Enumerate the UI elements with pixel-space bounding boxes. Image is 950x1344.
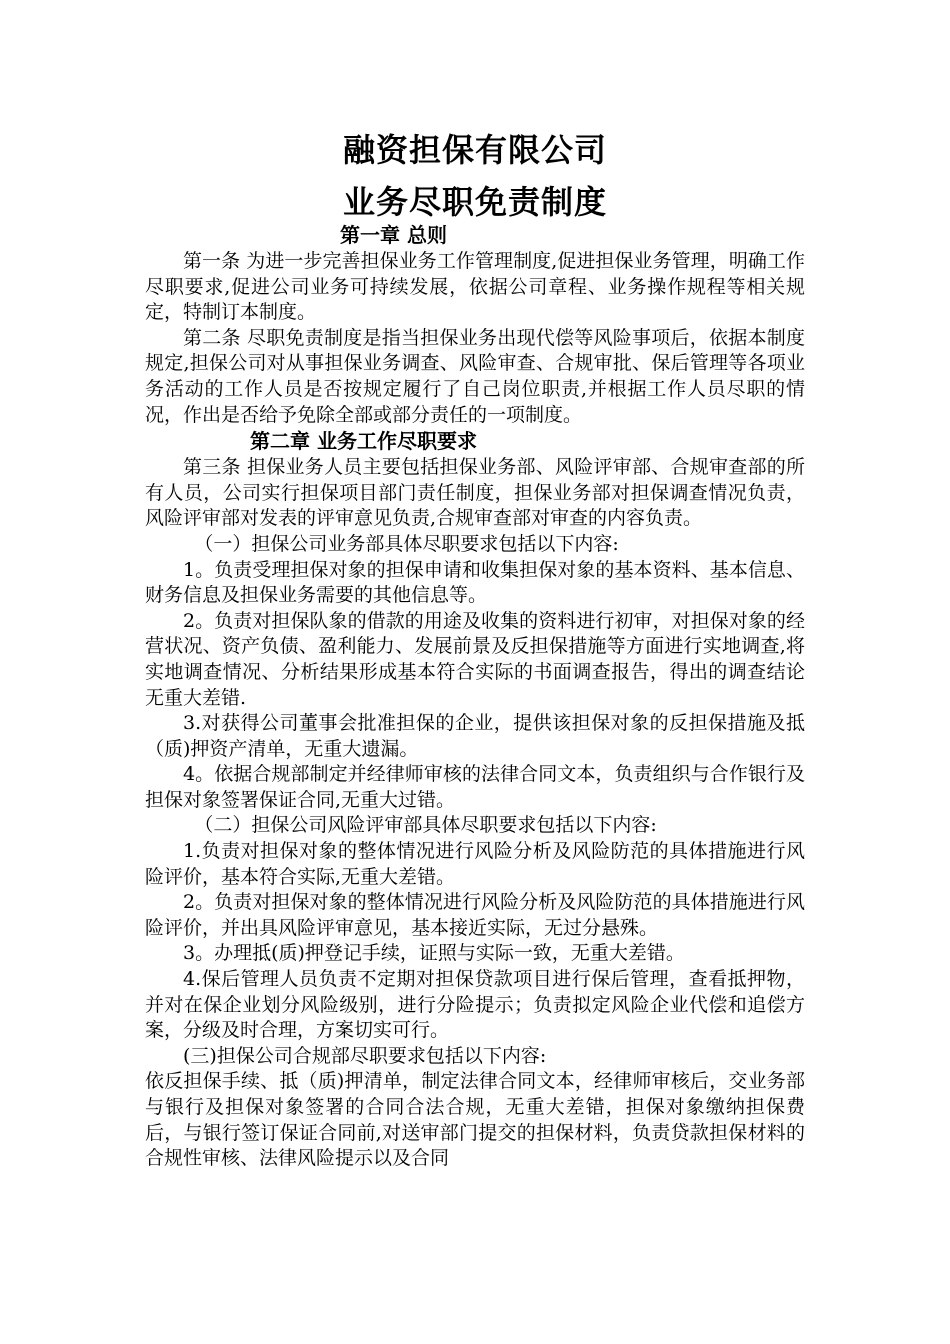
section-2-item-2: 2。负责对担保对象的整体情况进行风险分析及风险防范的具体措施进行风险评价，并出具风险评审意见，基本接近实际，无过分悬殊。 xyxy=(145,891,805,939)
section-3-heading: (三)担保公司合规部尽职要求包括以下内容: xyxy=(183,1044,547,1067)
article-1: 第一条 为进一步完善担保业务工作管理制度,促进担保业务管理，明确工作尽职要求,促进公司业务可持续发展，依据公司章程、业务操作规程等相关规定，特制订本制度。 xyxy=(145,250,805,324)
section-1-heading: （一）担保公司业务部具体尽职要求包括以下内容: xyxy=(194,532,619,555)
section-2-item-3: 3。办理抵(质)押登记手续，证照与实际一致，无重大差错。 xyxy=(183,942,685,965)
chapter-2-heading: 第二章 业务工作尽职要求 xyxy=(250,429,477,454)
document-title-line2: 业务尽职免责制度 xyxy=(342,183,607,221)
section-1-item-3: 3.对获得公司董事会批准担保的企业，提供该担保对象的反担保措施及抵（质)押资产清单，无重大遗漏。 xyxy=(145,712,805,760)
section-1-item-4: 4。依据合规部制定并经律师审核的法律合同文本，负责组织与合作银行及担保对象签署保证合同,无重大过错。 xyxy=(145,763,805,811)
section-2-heading: （二）担保公司风险评审部具体尽职要求包括以下内容: xyxy=(194,814,657,837)
article-2: 第二条 尽职免责制度是指当担保业务出现代偿等风险事项后，依据本制度规定,担保公司对从事担保业务调查、风险审查、合规审批、保后管理等各项业务活动的工作人员是否按规定履行了自己岗位职责,并根据工作人员尽职的情况，作出是否给予免除全部或部分责任的一项制度。 xyxy=(145,326,805,426)
section-2-item-4: 4.保后管理人员负责不定期对担保贷款项目进行保后管理，查看抵押物，并对在保企业划分风险级别，进行分险提示；负责拟定风险企业代偿和追偿方案，分级及时合理，方案切实可行。 xyxy=(145,968,805,1042)
section-1-item-2: 2。负责对担保队象的借款的用途及收集的资料进行初审，对担保对象的经营状况、资产负债、盈利能力、发展前景及反担保措施等方面进行实地调查,将实地调查情况、分析结果形成基本符合实际的书面调查报告，得出的调查结论无重大差错. xyxy=(145,609,805,709)
document-page xyxy=(145,126,805,1172)
section-3-body: 依反担保手续、抵（质)押清单，制定法律合同文本，经律师审核后，交业务部与银行及担保对象签署的合同合法合规，无重大差错，担保对象缴纳担保费后，与银行签订保证合同前,对送审部门提交的担保材料，负责贷款担保材料的合规性审核、法律风险提示以及合同 xyxy=(145,1070,805,1170)
document-title-line1: 融资担保有限公司 xyxy=(342,131,607,169)
section-2-item-1: 1.负责对担保对象的整体情况进行风险分析及风险防范的具体措施进行风险评价，基本符合实际,无重大差错。 xyxy=(145,840,805,888)
chapter-1-heading: 第一章 总则 xyxy=(340,223,447,247)
article-3: 第三条 担保业务人员主要包括担保业务部、风险评审部、合规审查部的所有人员，公司实行担保项目部门责任制度，担保业务部对担保调查情况负责，风险评审部对发表的评审意见负责,合规审查部对审查的内容负责。 xyxy=(145,456,805,530)
section-1-item-1: 1。负责受理担保对象的担保申请和收集担保对象的基本资料、基本信息、财务信息及担保业务需要的其他信息等。 xyxy=(145,558,805,607)
